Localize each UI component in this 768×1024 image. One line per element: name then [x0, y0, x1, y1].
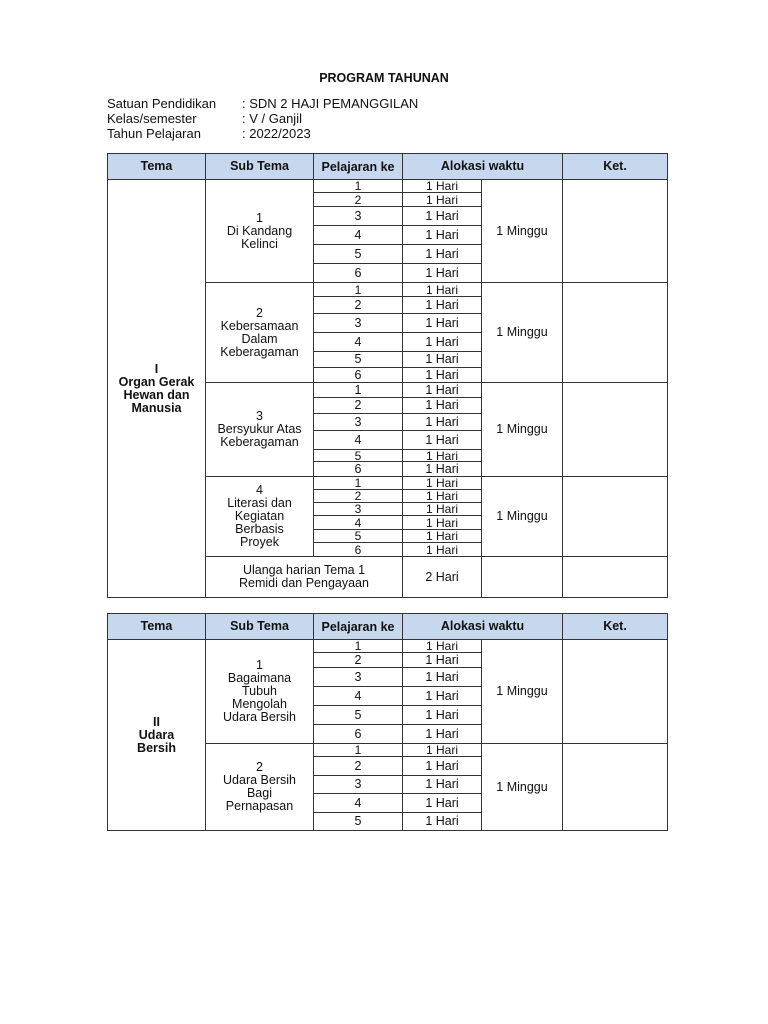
lesson-number: 2 [313, 296, 403, 314]
header-tema: Tema [107, 153, 206, 180]
ket-cell [562, 476, 668, 557]
lesson-number: 5 [313, 705, 403, 725]
tema-cell: II Udara Bersih [107, 639, 206, 831]
lesson-number: 6 [313, 461, 403, 477]
lesson-duration: 1 Hari [402, 282, 482, 297]
ulangan-cell: Ulanga harian Tema 1 Remidi dan Pengayaan [205, 556, 403, 598]
lesson-number: 5 [313, 244, 403, 264]
tema-cell: I Organ Gerak Hewan dan Manusia [107, 179, 206, 598]
lesson-number: 5 [313, 351, 403, 368]
lesson-number: 6 [313, 724, 403, 744]
lesson-number: 6 [313, 367, 403, 383]
school-info [107, 96, 418, 141]
alokasi-cell: 1 Minggu [481, 282, 563, 383]
lesson-number: 2 [313, 652, 403, 668]
lesson-number: 1 [313, 639, 403, 653]
info-row-satuan [107, 96, 418, 111]
header-ket: Ket. [562, 613, 668, 640]
lesson-duration: 1 Hari [402, 449, 482, 462]
lesson-number: 3 [313, 413, 403, 431]
lesson-duration: 1 Hari [402, 413, 482, 431]
lesson-duration: 1 Hari [402, 489, 482, 503]
lesson-duration: 1 Hari [402, 332, 482, 352]
lesson-duration: 1 Hari [402, 502, 482, 516]
lesson-number: 5 [313, 449, 403, 462]
header-sub-tema: Sub Tema [205, 613, 314, 640]
lesson-number: 5 [313, 529, 403, 543]
lesson-number: 1 [313, 476, 403, 490]
lesson-number: 3 [313, 206, 403, 226]
lesson-duration: 1 Hari [402, 397, 482, 414]
header-pelajaran-ke: Pelajaran ke [313, 153, 403, 180]
alokasi-cell: 1 Minggu [481, 382, 563, 477]
info-value: : SDN 2 HAJI PEMANGGILAN [242, 96, 419, 111]
lesson-duration: 1 Hari [402, 179, 482, 193]
lesson-duration: 1 Hari [402, 542, 482, 557]
lesson-duration: 1 Hari [402, 476, 482, 490]
lesson-duration: 1 Hari [402, 382, 482, 398]
info-value: : 2022/2023 [242, 126, 311, 141]
lesson-number: 4 [313, 686, 403, 706]
lesson-duration: 1 Hari [402, 367, 482, 383]
lesson-number: 1 [313, 743, 403, 757]
ket-cell [562, 743, 668, 831]
ulangan-ket-cell [562, 556, 668, 598]
ulangan-empty-cell [481, 556, 563, 598]
lesson-duration: 1 Hari [402, 667, 482, 687]
lesson-duration: 1 Hari [402, 724, 482, 744]
lesson-number: 4 [313, 793, 403, 813]
lesson-number: 4 [313, 515, 403, 530]
sub-tema-cell: 1 Di Kandang Kelinci [205, 179, 314, 283]
lesson-number: 6 [313, 263, 403, 283]
lesson-number: 5 [313, 812, 403, 831]
lesson-number: 2 [313, 489, 403, 503]
sub-tema-cell: 2 Kebersamaan Dalam Keberagaman [205, 282, 314, 383]
header-alokasi-waktu: Alokasi waktu [402, 153, 563, 180]
lesson-duration: 1 Hari [402, 461, 482, 477]
lesson-duration: 1 Hari [402, 263, 482, 283]
lesson-number: 2 [313, 756, 403, 776]
lesson-number: 3 [313, 502, 403, 516]
lesson-duration: 1 Hari [402, 639, 482, 653]
lesson-duration: 1 Hari [402, 529, 482, 543]
sub-tema-cell: 4 Literasi dan Kegiatan Berbasis Proyek [205, 476, 314, 557]
alokasi-cell: 1 Minggu [481, 179, 563, 283]
lesson-number: 4 [313, 225, 403, 245]
lesson-number: 1 [313, 382, 403, 398]
ulangan-alokasi-cell: 2 Hari [402, 556, 482, 598]
lesson-duration: 1 Hari [402, 812, 482, 831]
lesson-duration: 1 Hari [402, 206, 482, 226]
lesson-duration: 1 Hari [402, 296, 482, 314]
ket-cell [562, 179, 668, 283]
lesson-duration: 1 Hari [402, 756, 482, 776]
header-alokasi-waktu: Alokasi waktu [402, 613, 563, 640]
ket-cell [562, 639, 668, 744]
lesson-number: 3 [313, 775, 403, 794]
lesson-duration: 1 Hari [402, 515, 482, 530]
lesson-number: 1 [313, 282, 403, 297]
lesson-duration: 1 Hari [402, 225, 482, 245]
lesson-number: 2 [313, 192, 403, 207]
header-tema: Tema [107, 613, 206, 640]
lesson-duration: 1 Hari [402, 351, 482, 368]
lesson-duration: 1 Hari [402, 192, 482, 207]
lesson-number: 1 [313, 179, 403, 193]
header-sub-tema: Sub Tema [205, 153, 314, 180]
alokasi-cell: 1 Minggu [481, 476, 563, 557]
sub-tema-cell: 3 Bersyukur Atas Keberagaman [205, 382, 314, 477]
lesson-number: 4 [313, 332, 403, 352]
lesson-number: 3 [313, 667, 403, 687]
lesson-number: 2 [313, 397, 403, 414]
lesson-duration: 1 Hari [402, 686, 482, 706]
ket-cell [562, 282, 668, 383]
sub-tema-cell: 1 Bagaimana Tubuh Mengolah Udara Bersih [205, 639, 314, 744]
lesson-duration: 1 Hari [402, 430, 482, 450]
info-label: Tahun Pelajaran [107, 126, 201, 141]
ket-cell [562, 382, 668, 477]
lesson-number: 3 [313, 313, 403, 333]
alokasi-cell: 1 Minggu [481, 743, 563, 831]
info-row-tahun [107, 126, 418, 141]
lesson-duration: 1 Hari [402, 313, 482, 333]
lesson-number: 6 [313, 542, 403, 557]
lesson-number: 4 [313, 430, 403, 450]
lesson-duration: 1 Hari [402, 793, 482, 813]
lesson-duration: 1 Hari [402, 775, 482, 794]
header-ket: Ket. [562, 153, 668, 180]
lesson-duration: 1 Hari [402, 652, 482, 668]
info-row-kelas [107, 111, 418, 126]
header-pelajaran-ke: Pelajaran ke [313, 613, 403, 640]
lesson-duration: 1 Hari [402, 743, 482, 757]
info-label: Kelas/semester [107, 111, 197, 126]
lesson-duration: 1 Hari [402, 705, 482, 725]
lesson-duration: 1 Hari [402, 244, 482, 264]
info-label: Satuan Pendidikan [107, 96, 217, 111]
sub-tema-cell: 2 Udara Bersih Bagi Pernapasan [205, 743, 314, 831]
alokasi-cell: 1 Minggu [481, 639, 563, 744]
document-title: PROGRAM TAHUNAN [319, 71, 449, 85]
info-value: : V / Ganjil [242, 111, 302, 126]
